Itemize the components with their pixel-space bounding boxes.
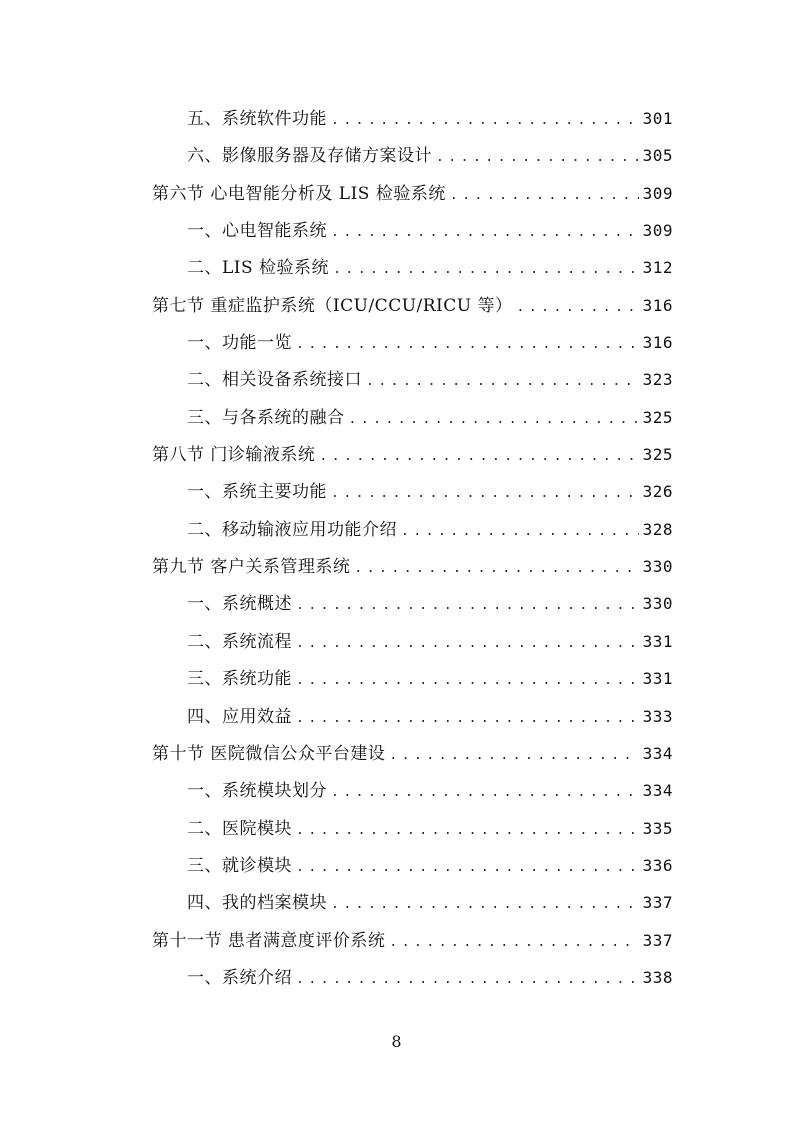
toc-leader-dots	[401, 513, 639, 550]
toc-entry-page: 336	[642, 855, 673, 875]
toc-entry-title: 一、系统主要功能	[187, 482, 327, 503]
toc-entry-title: 五、系统软件功能	[187, 109, 327, 129]
toc-entry-title: 一、系统模块划分	[187, 781, 327, 802]
toc-entry-page: 334	[642, 781, 673, 801]
toc-entry[interactable]	[0, 137, 793, 174]
toc-entry-title: 六、影像服务器及存储方案设计	[187, 146, 432, 167]
toc-leader-dots	[331, 774, 639, 811]
toc-section-entry[interactable]	[0, 548, 793, 585]
toc-leader-dots	[296, 587, 639, 624]
toc-entry-page: 309	[642, 183, 673, 203]
toc-entry-title: 三、系统功能	[187, 669, 292, 690]
toc-leader-dots	[331, 214, 639, 251]
toc-leader-dots	[517, 289, 639, 326]
toc-entry-title: 一、心电智能系统	[187, 221, 327, 242]
toc-leader-dots	[436, 139, 639, 176]
toc-entry-title: 三、就诊模块	[187, 855, 292, 876]
toc-entry[interactable]	[0, 698, 793, 735]
toc-leader-dots	[296, 700, 639, 737]
toc-leader-dots	[331, 102, 639, 139]
toc-entry[interactable]	[0, 399, 793, 436]
toc-entry[interactable]	[0, 212, 793, 249]
toc-leader-dots	[296, 662, 639, 699]
toc-leader-dots	[296, 625, 639, 662]
toc-entry-page: 338	[642, 967, 673, 987]
toc-leader-dots	[450, 177, 639, 214]
toc-entry[interactable]	[0, 511, 793, 548]
toc-section-entry[interactable]	[0, 922, 793, 959]
toc-entry[interactable]	[0, 585, 793, 622]
toc-entry[interactable]	[0, 249, 793, 286]
toc-entry-title: 二、系统流程	[187, 631, 292, 652]
toc-leader-dots	[296, 812, 639, 849]
table-of-contents	[0, 100, 793, 996]
toc-entry[interactable]	[0, 623, 793, 660]
toc-entry[interactable]	[0, 847, 793, 884]
toc-entry-page: 331	[642, 669, 673, 689]
toc-leader-dots	[319, 438, 638, 475]
toc-entry[interactable]	[0, 884, 793, 921]
toc-entry-page: 325	[642, 445, 673, 465]
toc-entry-page: 326	[642, 482, 673, 502]
toc-entry-page: 312	[642, 258, 673, 278]
toc-entry-page: 331	[642, 631, 673, 651]
toc-leader-dots	[389, 737, 638, 774]
toc-entry[interactable]	[0, 100, 793, 137]
toc-section-entry[interactable]	[0, 436, 793, 473]
toc-entry-title: 第十节 医院微信公众平台建设	[152, 743, 386, 764]
toc-leader-dots	[296, 326, 639, 363]
toc-leader-dots	[333, 251, 639, 288]
toc-entry-title: 第六节 心电智能分析及 LIS 检验系统	[152, 183, 446, 204]
toc-entry-title: 二、移动输液应用功能介绍	[187, 519, 397, 540]
toc-section-entry[interactable]	[0, 175, 793, 212]
toc-entry[interactable]	[0, 959, 793, 996]
toc-entry[interactable]	[0, 772, 793, 809]
toc-entry-page: 316	[642, 333, 673, 353]
toc-leader-dots	[354, 550, 638, 587]
toc-entry-page: 323	[642, 370, 673, 390]
toc-entry-page: 335	[642, 818, 673, 838]
toc-entry-page: 309	[642, 221, 673, 241]
toc-entry-page: 316	[642, 295, 673, 315]
toc-entry[interactable]	[0, 361, 793, 398]
toc-entry-page: 330	[642, 594, 673, 614]
toc-entry-title: 第七节 重症监护系统（ICU/CCU/RICU 等）	[152, 295, 513, 316]
toc-entry-title: 四、我的档案模块	[187, 893, 327, 914]
toc-entry[interactable]	[0, 810, 793, 847]
page-number: 8	[391, 1032, 402, 1051]
toc-entry-page: 305	[642, 146, 673, 166]
toc-leader-dots	[389, 924, 638, 961]
toc-entry-page: 337	[642, 930, 673, 950]
toc-entry-title: 二、相关设备系统接口	[187, 370, 362, 391]
toc-entry-page: 325	[642, 407, 673, 427]
toc-section-entry[interactable]	[0, 735, 793, 772]
toc-entry-title: 一、功能一览	[187, 333, 292, 354]
toc-leader-dots	[331, 475, 639, 512]
toc-entry-page: 328	[642, 519, 673, 539]
toc-entry-page: 337	[642, 893, 673, 913]
toc-leader-dots	[296, 961, 639, 998]
toc-entry-title: 二、医院模块	[187, 818, 292, 839]
toc-entry-title: 第九节 客户关系管理系统	[152, 557, 351, 578]
toc-section-entry[interactable]	[0, 287, 793, 324]
toc-entry-title: 第八节 门诊输液系统	[152, 445, 316, 466]
toc-leader-dots	[349, 401, 639, 438]
toc-entry-title: 二、LIS 检验系统	[187, 258, 330, 279]
toc-entry-page: 330	[642, 557, 673, 577]
toc-entry[interactable]	[0, 660, 793, 697]
toc-entry[interactable]	[0, 473, 793, 510]
toc-entry-title: 一、系统概述	[187, 594, 292, 615]
toc-entry-title: 三、与各系统的融合	[187, 407, 345, 428]
toc-leader-dots	[331, 886, 639, 923]
toc-entry-page: 301	[642, 109, 673, 128]
toc-entry-title: 一、系统介绍	[187, 967, 292, 988]
toc-leader-dots	[296, 849, 639, 886]
toc-entry-page: 334	[642, 743, 673, 763]
toc-entry[interactable]	[0, 324, 793, 361]
toc-leader-dots	[366, 363, 639, 400]
toc-entry-title: 第十一节 患者满意度评价系统	[152, 930, 386, 951]
toc-entry-page: 333	[642, 706, 673, 726]
toc-entry-title: 四、应用效益	[187, 706, 292, 727]
